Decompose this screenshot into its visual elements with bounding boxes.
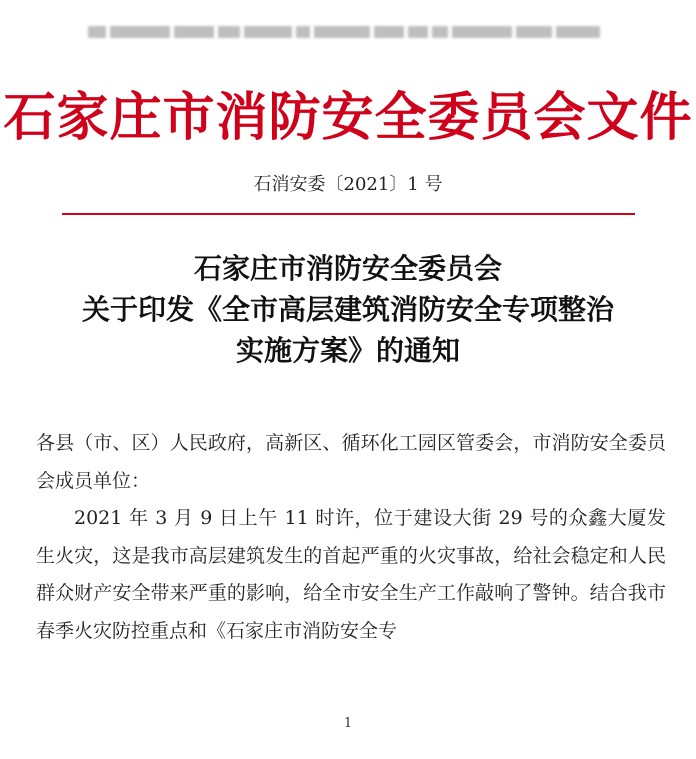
notice-title-line-3: 实施方案》的通知 — [235, 334, 460, 367]
notice-title — [0, 248, 696, 371]
red-divider-line — [62, 213, 635, 215]
page-number: 1 — [343, 716, 353, 731]
document-body — [36, 425, 666, 650]
blurred-source-caption — [88, 18, 608, 46]
body-paragraph-1: 2021 年 3 月 9 日上午 11 时许，位于建设大街 29 号的众鑫大厦发生火灾，这是我市高层建筑发生的首起严重的火灾事故，给社会稳定和人民群众财产安全带来严重的影响，给全市安全生产工作敲响了警钟。结合我市春季火灾防控重点和《石家庄市消防安全专 — [36, 507, 666, 642]
document-number: 石消安委〔2021〕1 号 — [253, 174, 443, 195]
notice-title-line-2: 关于印发《全市高层建筑消防安全专项整治 — [81, 293, 614, 326]
issuer-title: 石家庄市消防安全委员会文件 — [3, 88, 693, 148]
notice-title-line-1: 石家庄市消防安全委员会 — [193, 252, 502, 285]
addressee-paragraph: 各县（市、区）人民政府，高新区、循环化工园区管委会，市消防安全委员会成员单位： — [36, 432, 666, 492]
